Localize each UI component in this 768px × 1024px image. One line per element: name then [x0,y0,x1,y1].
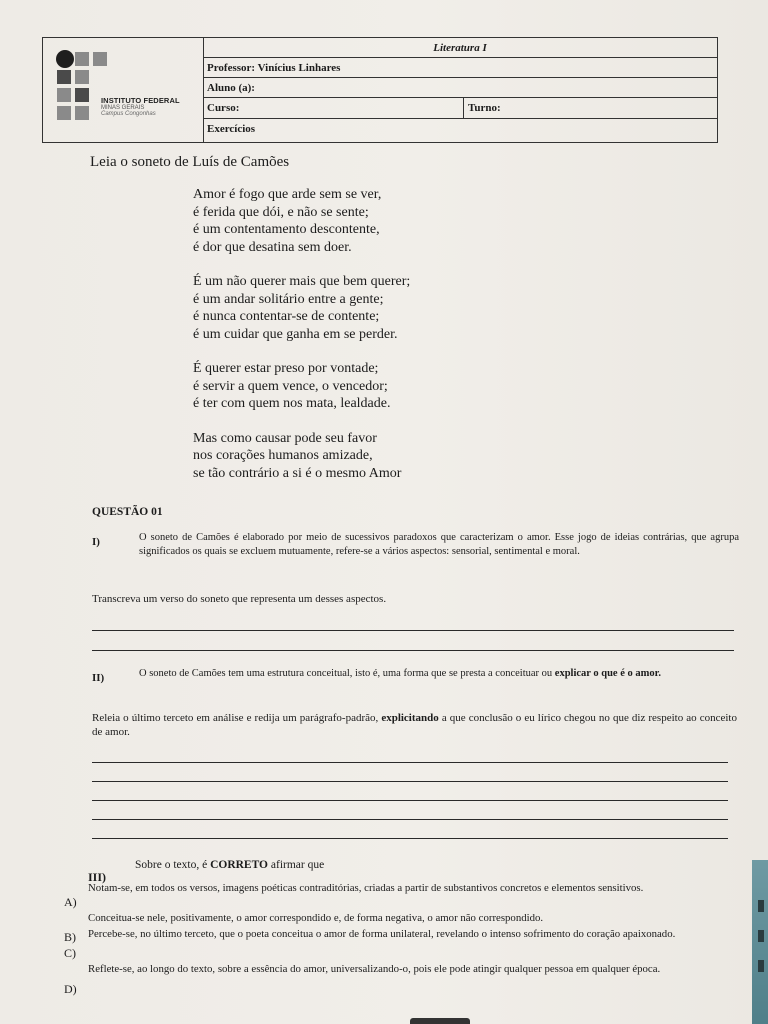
logo-square [57,70,71,84]
item-1-text: O soneto de Camões é elaborado por meio de sucessivos paradoxos que caracterizam o amor. Esse jogo de ideias contrárias, que agrupa significados os quais se excluem mutuamente, refere-se a vários aspectos: sensorial, sentimental e moral. [139,532,739,557]
logo-square [57,88,71,102]
logo-name: INSTITUTO FEDERAL [101,96,180,105]
verse: é um andar solitário entre a gente; [193,291,384,307]
logo-circle [56,50,74,68]
verse: é servir a quem vence, o vencedor; [193,378,388,394]
logo-square [57,106,71,120]
subject-row [203,38,717,58]
item-2-text-b: explicar o que é o amor. [554,668,661,679]
edge-mark [758,930,764,942]
item-3-text-a: Sobre o texto, é [135,859,211,871]
logo-state: MINAS GERAIS [101,105,145,111]
option-a-text[interactable]: Notam-se, em todos os versos, imagens poéticas contraditórias, criadas a partir de substantivos concretos e elementos sensitivos. [88,882,644,894]
answer-line[interactable] [92,762,728,763]
exercicios-row [203,119,717,142]
logo-square [75,52,89,66]
item-3-number: III) [88,870,107,884]
answer-line[interactable] [92,650,734,651]
answer-line[interactable] [92,838,728,839]
verse: Mas como causar pode seu favor [193,430,377,446]
logo-square [75,88,89,102]
item-2-text [139,667,739,681]
answer-line[interactable] [92,781,728,782]
option-d-text[interactable]: Reflete-se, ao longo do texto, sobre a essência do amor, universalizando-o, pois ele pode atingir qualquer pessoa em qualquer época. [88,963,661,975]
item-2-task-a: Releia o último terceto em análise e redija um parágrafo-padrão, [92,712,382,724]
header-table [42,37,718,143]
option-d-letter[interactable]: D) [64,982,77,996]
item-2-task-c: a que conclusão o eu lírico chegou no que diz respeito ao conceito de amor. [92,712,737,738]
turno-label: Turno: [468,102,501,114]
item-2-task [92,711,737,739]
item-2-task-b: explicitando [381,712,439,724]
verse: é um cuidar que ganha em se perder. [193,326,398,342]
logo-square [93,52,107,66]
background-edge [752,860,768,1024]
item-3-text-b: CORRETO [210,859,269,871]
question-title: QUESTÃO 01 [92,506,163,518]
verse: é nunca contentar-se de contente; [193,309,380,324]
sonnet [193,186,410,499]
verse: é ferida que dói, e não se sente; [193,204,369,220]
binder-mark [410,1018,470,1024]
turno-divider [463,98,464,119]
logo-cell [43,38,204,142]
subject-title: Literatura I [433,42,487,54]
item-1-task: Transcreva um verso do soneto que representa um desses aspectos. [92,593,387,605]
stanza [193,273,410,343]
answer-line[interactable] [92,800,728,801]
item-3-text-c: afirmar que [268,859,325,871]
curso-label: Curso: [207,102,240,114]
option-b-letter[interactable]: B) [64,930,76,944]
item-2-number: II) [92,672,105,684]
item-2-text-a: O soneto de Camões tem uma estrutura conceitual, isto é, uma forma que se presta a conceituar ou [139,668,555,679]
answer-line[interactable] [92,819,728,820]
verse: é ter com quem nos mata, lealdade. [193,396,391,411]
option-c-text[interactable]: Percebe-se, no último terceto, que o poeta conceitua o amor de forma unilateral, revelando o intenso sofrimento do coração apaixonado. [88,928,676,940]
curso-row[interactable] [203,98,717,119]
verse: É querer estar preso por vontade; [193,361,379,376]
option-a-letter[interactable]: A) [64,895,77,909]
option-c-letter[interactable]: C) [64,946,76,960]
verse: nos corações humanos amizade, [193,448,373,463]
logo-text [101,96,180,117]
logo-square [75,106,89,120]
verse: se tão contrário a si é o mesmo Amor [193,465,402,481]
option-b-text[interactable]: Conceitua-se nele, positivamente, o amor correspondido e, de forma negativa, o amor não correspondido. [88,912,544,924]
edge-mark [758,900,764,912]
item-3-text [135,858,324,872]
professor-row [203,58,717,78]
aluno-label: Aluno (a): [207,82,255,94]
aluno-row[interactable] [203,78,717,98]
intro-text: Leia o soneto de Luís de Camões [90,154,290,170]
answer-line[interactable] [92,630,734,631]
item-1-number: I) [92,536,100,548]
stanza [193,186,410,256]
edge-mark [758,960,764,972]
verse: Amor é fogo que arde sem se ver, [193,187,382,202]
verse: é um contentamento descontente, [193,222,380,237]
logo-campus: Campus Congonhas [101,111,156,117]
verse: É um não querer mais que bem querer; [193,274,411,289]
verse: é dor que desatina sem doer. [193,239,352,255]
stanza [193,430,410,483]
stanza [193,360,410,413]
exercicios-label: Exercícios [207,123,256,135]
logo-square [75,70,89,84]
professor-label: Professor: Vinícius Linhares [207,62,341,74]
